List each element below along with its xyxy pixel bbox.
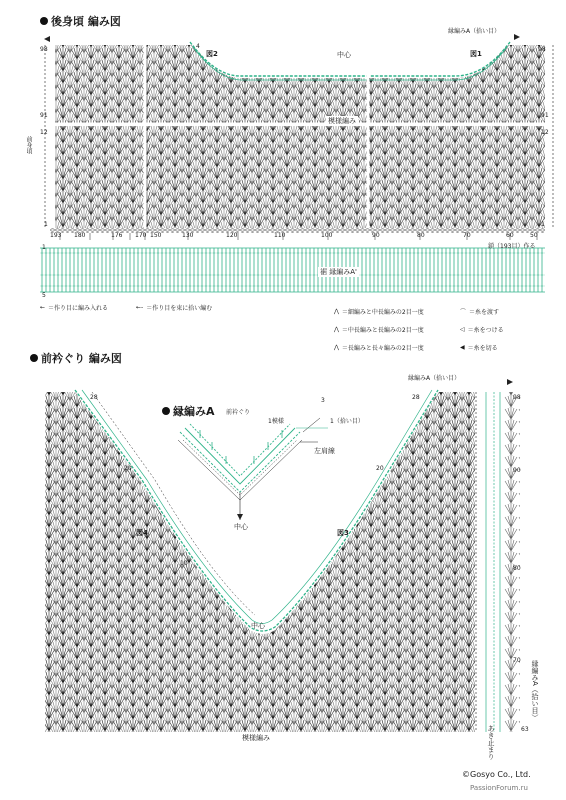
legend-item-2: ←‐ ＝作り目を束に拾い編む (136, 304, 213, 312)
front-row-20-right: 20 (376, 465, 384, 472)
fig2-label: 図2 (206, 50, 218, 58)
skip-yarn-icon: ⌒ (460, 309, 467, 316)
copyright: ©Gosyo Co., Ltd. (462, 770, 531, 779)
front-row-28-left: 28 (90, 394, 98, 401)
edging-pickup-label: 1（拾い目） (330, 418, 364, 425)
side-edging-label: 縁編みA（拾い目） (531, 660, 539, 721)
front-edging-pickup-label: 縁編みA（拾い目） (408, 375, 461, 382)
cut-yarn-icon: ◀ (460, 344, 465, 351)
edging-row-3: 3 (321, 397, 325, 404)
foundation-label: 鎖（193目）作る (488, 243, 536, 250)
side-stop-label: あき止まり (487, 725, 495, 760)
hdc-dc-dec-icon: ⋀ (334, 326, 339, 333)
ribbing-label: 裾 縁編みA' (320, 268, 357, 276)
bullet-icon (162, 407, 170, 415)
front-row-70: 70 (513, 657, 521, 664)
stitch-60: 60 (506, 232, 514, 239)
front-row-90: 90 (513, 467, 521, 474)
front-pattern-label: 模様編み (242, 734, 270, 742)
legend-item-6: ⌒ ＝糸を渡す (460, 309, 500, 316)
front-row-10-left: 10 (180, 560, 188, 567)
row-12-left: 12 (40, 129, 48, 136)
front-row-20-left: 20 (124, 465, 132, 472)
row-1-right: 1 (541, 221, 545, 228)
legend-item-8: ◀ ＝糸を切る (460, 344, 498, 352)
edging-center-label: 中心 (234, 523, 248, 531)
dashed-arrow-icon: ←‐ (136, 304, 144, 311)
edging-shoulder-label: 左肩線 (314, 447, 335, 455)
back-pattern-label: 模様編み (328, 117, 356, 125)
stitch-176: 176 (111, 232, 123, 239)
edging-repeat-label: 1模様 (268, 418, 284, 425)
front-center-label: 中心 (251, 622, 265, 630)
fig4-label: 図4 (136, 529, 148, 537)
legend-item-5: ⋀ ＝長編みと長々編みの2目一度 (334, 344, 424, 352)
legend-item-4: ⋀ ＝中長編みと長編みの2目一度 (334, 326, 424, 334)
stitch-193: 193 (50, 232, 62, 239)
row-98-right: 98 (538, 46, 546, 53)
fig1-label: 図1 (470, 50, 482, 58)
stitch-180: 180 (74, 232, 86, 239)
front-title: 前衿ぐり 編み図 (30, 350, 122, 366)
fig3-label: 図3 (337, 529, 349, 537)
front-row-63: 63 (521, 726, 529, 733)
row-1-left: 1 (44, 221, 48, 228)
row-91-right: 91 (541, 112, 549, 119)
stitch-70: 70 (463, 232, 471, 239)
bullet-icon (30, 354, 38, 362)
legend-item-3: ⋀ ＝細編みと中長編みの2目一度 (334, 308, 424, 316)
back-edging-pickup-label: 縁編みA（拾い目） (448, 28, 501, 35)
back-center-label: 中心 (337, 51, 351, 59)
edging-title: 縁編みA (162, 403, 215, 419)
edging-neckline-label: 前衿ぐり (226, 409, 251, 416)
front-row-98: 98 (513, 394, 521, 401)
sc-hdc-dec-icon: ⋀ (334, 308, 339, 315)
front-row-28-right: 28 (412, 394, 420, 401)
stitch-130: 130 (182, 232, 194, 239)
join-yarn-icon: ◁ (460, 326, 465, 333)
stitch-100: 100 (321, 232, 333, 239)
stitch-150: 150 (150, 232, 162, 239)
back-bodice-chart (40, 40, 553, 292)
side-label: 前身頃 (25, 136, 32, 154)
legend-item-7: ◁ ＝糸をつける (460, 326, 504, 334)
rib-row-1: 1 (42, 244, 46, 251)
front-row-80: 80 (513, 565, 521, 572)
stitch-170: 170 (135, 232, 147, 239)
stitch-90: 90 (372, 232, 380, 239)
stitch-120: 120 (226, 232, 238, 239)
back-title: 後身頃 編み図 (40, 13, 121, 29)
row-91-left: 91 (40, 112, 48, 119)
legend-item-1: ← ＝作り目に編み入れる (40, 304, 109, 312)
row-98-left: 98 (40, 46, 48, 53)
watermark: PassionForum.ru (470, 784, 528, 792)
row-4: 4 (196, 43, 200, 50)
stitch-110: 110 (274, 232, 286, 239)
rib-row-5: 5 (42, 292, 46, 299)
arrow-left-icon: ← (40, 304, 46, 311)
dc-tr-dec-icon: ⋀ (334, 344, 339, 351)
row-12-right: 12 (541, 129, 549, 136)
stitch-50: 50 (530, 232, 538, 239)
stitch-80: 80 (417, 232, 425, 239)
